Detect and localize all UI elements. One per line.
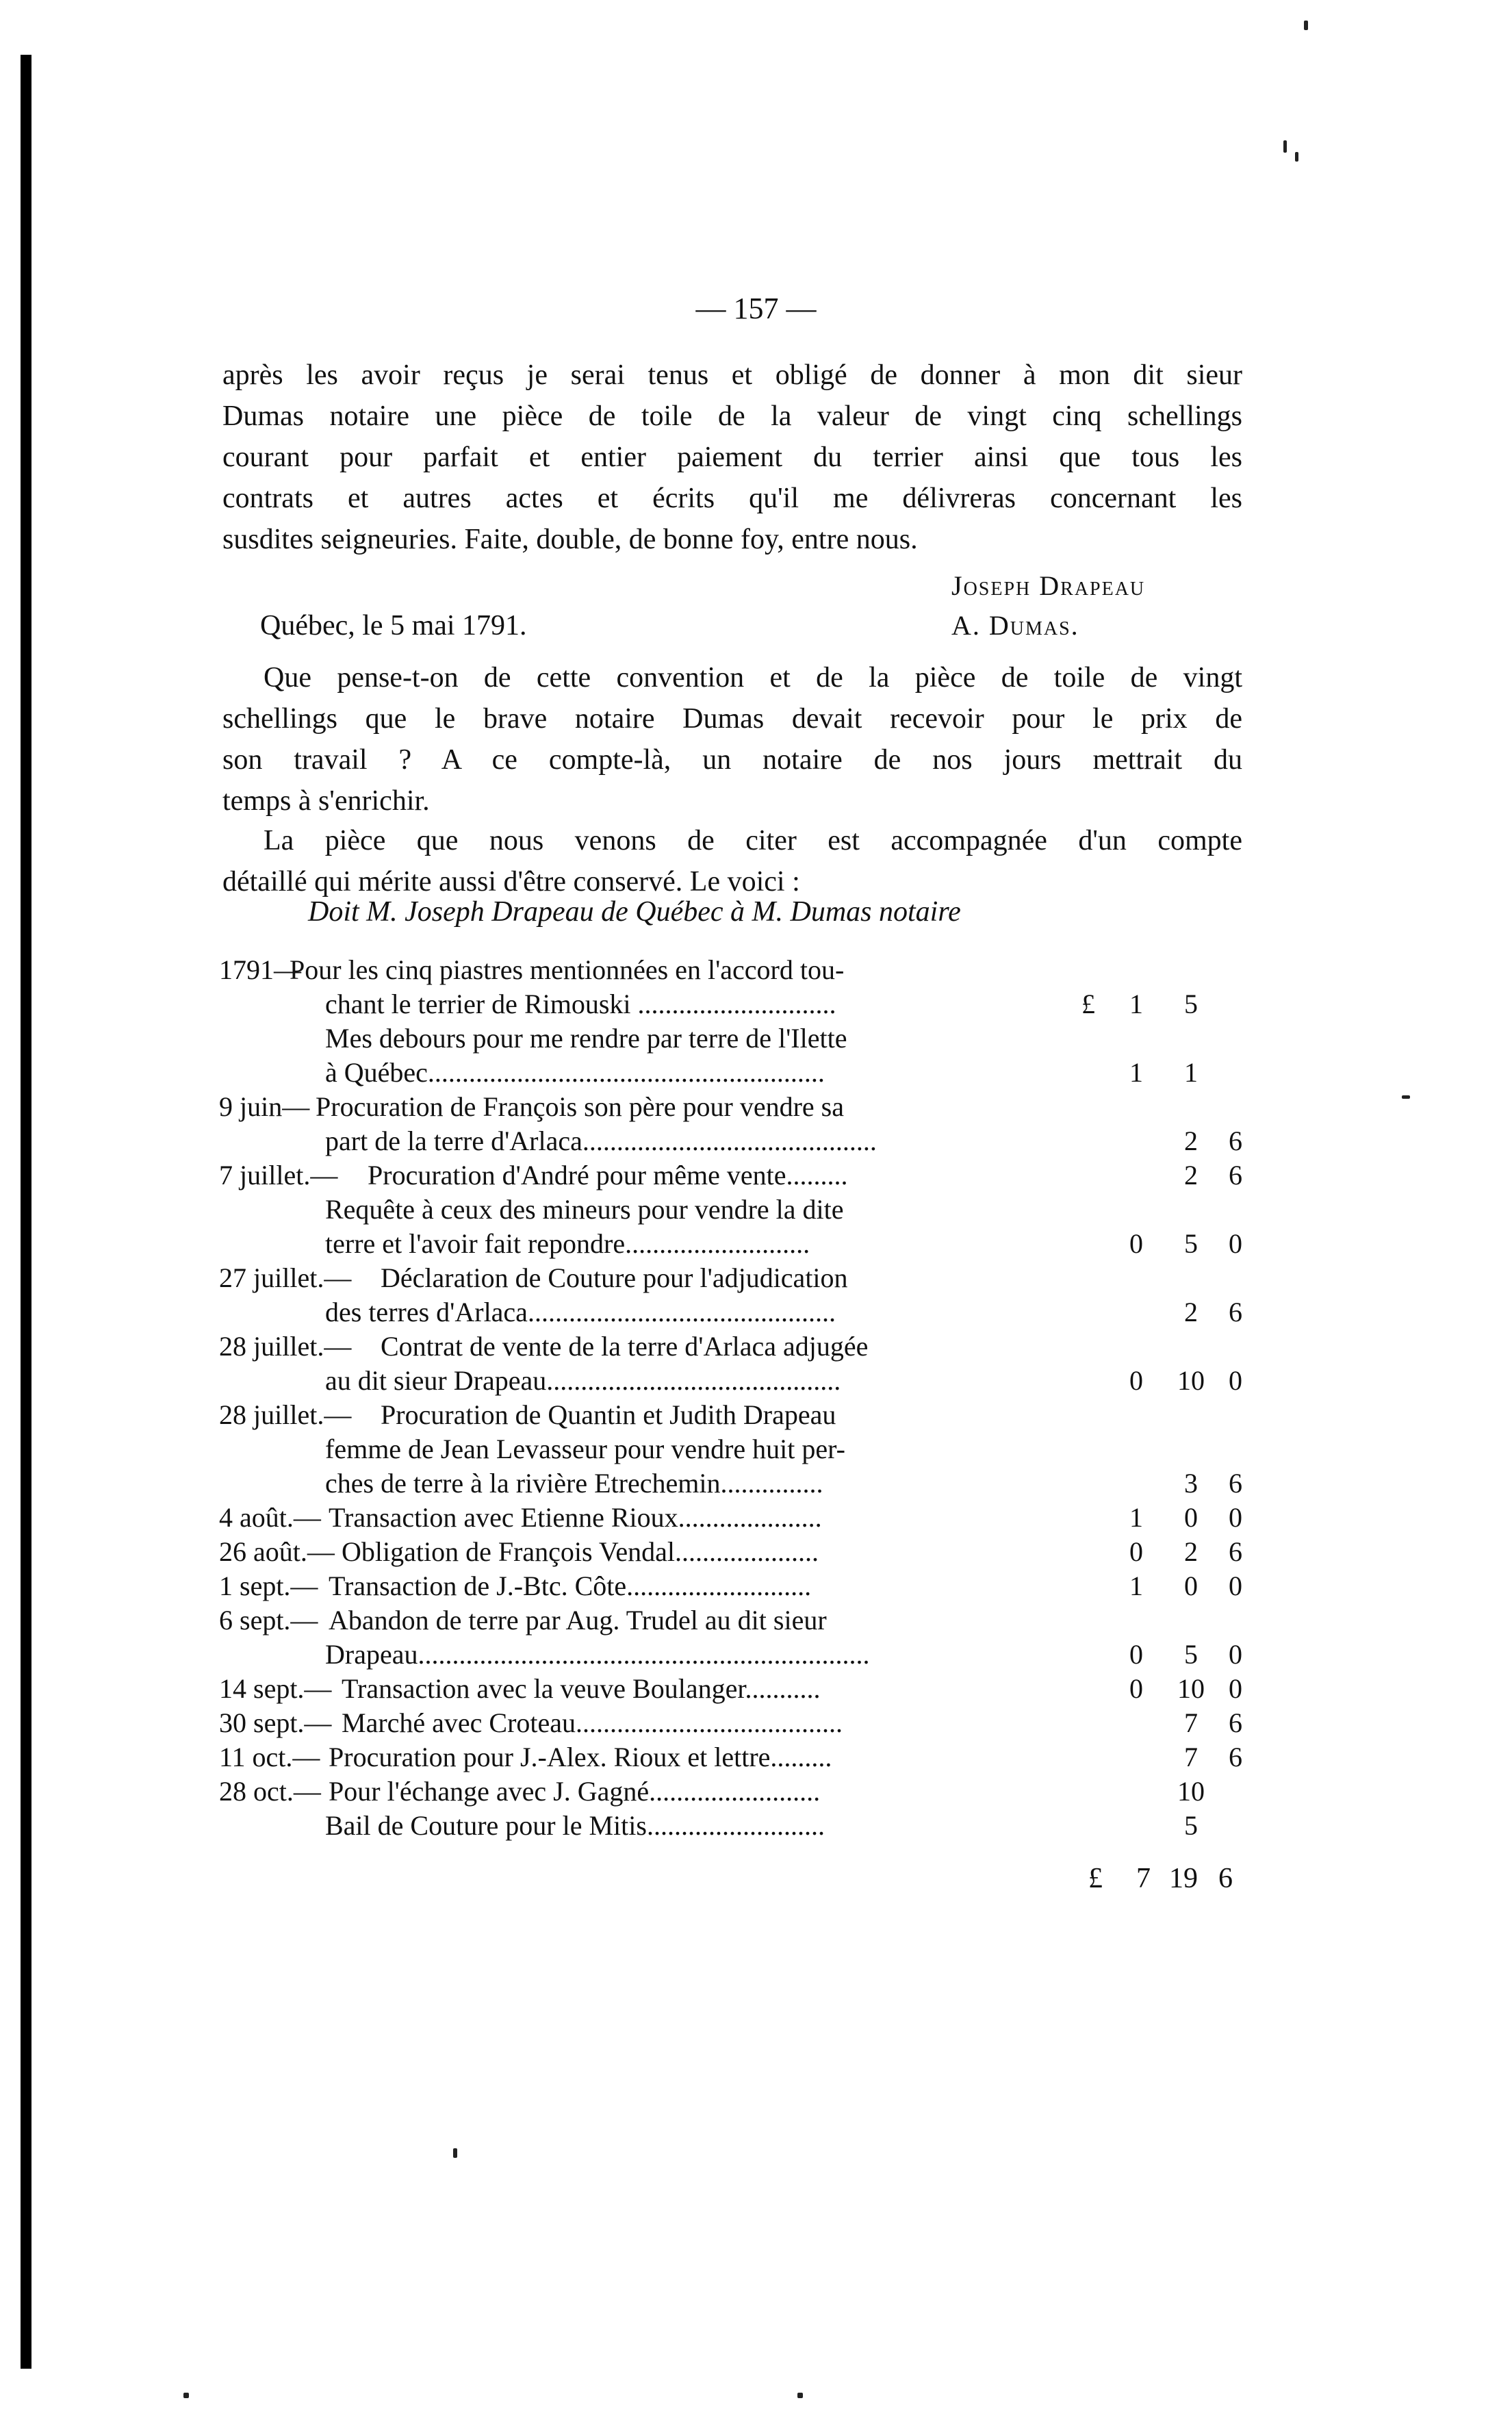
account-row: [219, 1124, 1246, 1158]
total-sols: 19: [1169, 1863, 1198, 1894]
entry-description: au dit sieur Drapeau...........................................: [325, 1365, 841, 1396]
amount-sols: 10: [1177, 1776, 1205, 1807]
amount-livres: 1: [1129, 1570, 1143, 1601]
entry-description: Transaction avec Etienne Rioux.....................: [329, 1502, 822, 1533]
entry-date: 28 juillet.—: [219, 1399, 352, 1430]
entry-description: Bail de Couture pour le Mitis..........................: [325, 1810, 825, 1841]
account-row: [219, 1021, 1246, 1056]
entry-description: Transaction avec la veuve Boulanger...........: [342, 1673, 821, 1704]
amount-sols: 5: [1184, 989, 1198, 1019]
account-title: Doit M. Joseph Drapeau de Québec à M. Dumas notaire: [308, 896, 961, 928]
account-row: [219, 1774, 1246, 1809]
amount-deniers: 0: [1229, 1228, 1242, 1259]
account-row: [219, 1569, 1246, 1603]
amount-livres: 0: [1129, 1365, 1143, 1396]
account-row: [219, 1364, 1246, 1398]
amount-deniers: 0: [1229, 1639, 1242, 1670]
account-total: [1088, 1862, 1239, 1896]
binding-edge: [21, 55, 31, 2369]
entry-description: Requête à ceux des mineurs pour vendre la dite: [325, 1194, 844, 1225]
account-row: [219, 1740, 1246, 1774]
amount-livres: 0: [1129, 1639, 1143, 1670]
entry-description: Pour l'échange avec J. Gagné.........................: [329, 1776, 821, 1807]
account-row: [219, 1706, 1246, 1740]
entry-date: 7 juillet.—: [219, 1160, 338, 1191]
amount-sols: 2: [1184, 1297, 1198, 1327]
entry-date: 26 août.—: [219, 1536, 335, 1567]
paragraph-intro: [222, 820, 1242, 902]
amount-deniers: 6: [1229, 1125, 1242, 1156]
amount-deniers: 0: [1229, 1365, 1242, 1396]
total-livres: 7: [1136, 1863, 1151, 1894]
entry-description: Pour les cinq piastres mentionnées en l'accord tou-: [290, 954, 845, 985]
entry-description: femme de Jean Levasseur pour vendre huit per-: [325, 1434, 845, 1464]
account-row: [219, 1603, 1246, 1638]
entry-date: 1 sept.—: [219, 1570, 318, 1601]
amount-sols: 2: [1184, 1160, 1198, 1191]
scan-speck: [1283, 140, 1287, 153]
amount-livres: 1: [1129, 1502, 1143, 1533]
account-row: [219, 1158, 1246, 1193]
entry-description: chant le terrier de Rimouski .............................: [325, 989, 836, 1019]
amount-deniers: 6: [1229, 1536, 1242, 1567]
account-row: [219, 1090, 1246, 1124]
paragraph-contract: [222, 355, 1242, 560]
amount-sols: 0: [1184, 1570, 1198, 1601]
page-number: — 157 —: [695, 292, 817, 325]
entry-description: à Québec..........................................................: [325, 1057, 825, 1088]
account-row: [219, 1329, 1246, 1364]
amount-sols: 5: [1184, 1639, 1198, 1670]
account-row: [219, 1638, 1246, 1672]
text-line: son travail ? A ce compte-là, un notaire de nos jours mettrait du: [222, 744, 1242, 776]
entry-date: 28 oct.—: [219, 1776, 321, 1807]
account-row: [219, 1535, 1246, 1569]
amount-sols: 7: [1184, 1707, 1198, 1738]
entry-description: Marché avec Croteau.......................................: [342, 1707, 843, 1738]
entry-date: 4 août.—: [219, 1502, 321, 1533]
account-row: [219, 1056, 1246, 1090]
scan-speck: [1304, 21, 1308, 30]
account-row: [219, 1227, 1246, 1261]
account-row: [219, 1295, 1246, 1329]
text-line: temps à s'enrichir.: [222, 785, 430, 817]
amount-sols: 0: [1184, 1502, 1198, 1533]
amount-sols: 5: [1184, 1228, 1198, 1259]
amount-deniers: 0: [1229, 1673, 1242, 1704]
entry-description: Contrat de vente de la terre d'Arlaca adjugée: [381, 1331, 869, 1362]
entry-description: terre et l'avoir fait repondre...........................: [325, 1228, 810, 1259]
amount-deniers: 6: [1229, 1742, 1242, 1772]
amount-livres: 0: [1129, 1228, 1143, 1259]
text-line: La pièce que nous venons de citer est accompagnée d'un compte: [264, 825, 1242, 856]
text-line: Que pense-t-on de cette convention et de la pièce de toile de vingt: [264, 662, 1242, 693]
paragraph-commentary: [222, 657, 1242, 822]
signature-joseph-drapeau: Joseph Drapeau: [951, 570, 1146, 601]
entry-description: Procuration de Quantin et Judith Drapeau: [381, 1399, 836, 1430]
amount-livres: 1: [1129, 1057, 1143, 1088]
place-date: Québec, le 5 mai 1791.: [260, 610, 527, 641]
account-table: [219, 953, 1246, 1843]
entry-date: 6 sept.—: [219, 1605, 318, 1636]
amount-sols: 5: [1184, 1810, 1198, 1841]
account-row: [219, 1432, 1246, 1466]
signature-a-dumas: A. Dumas.: [951, 610, 1079, 641]
account-row: [219, 953, 1246, 987]
entry-date: 28 juillet.—: [219, 1331, 352, 1362]
entry-description: Procuration pour J.-Alex. Rioux et lettre.........: [329, 1742, 832, 1772]
amount-deniers: 6: [1229, 1297, 1242, 1327]
amount-sols: 10: [1177, 1673, 1205, 1704]
entry-date: 27 juillet.—: [219, 1262, 352, 1293]
text-line: courant pour parfait et entier paiement du terrier ainsi que tous les: [222, 442, 1242, 473]
scan-speck: [453, 2148, 457, 2158]
entry-description: Procuration d'André pour même vente.........: [368, 1160, 848, 1191]
text-line: détaillé qui mérite aussi d'être conservé. Le voici :: [222, 866, 800, 898]
amount-deniers: 6: [1229, 1468, 1242, 1499]
account-row: [219, 1672, 1246, 1706]
amount-pound-sign: £: [1081, 989, 1095, 1019]
account-row: [219, 1501, 1246, 1535]
entry-date: 9 juin—: [219, 1091, 310, 1122]
entry-date: 11 oct.—: [219, 1742, 320, 1772]
account-row: [219, 1809, 1246, 1843]
amount-livres: 0: [1129, 1536, 1143, 1567]
account-row: [219, 1193, 1246, 1227]
entry-description: ches de terre à la rivière Etrechemin...............: [325, 1468, 823, 1499]
text-line: Dumas notaire une pièce de toile de la valeur de vingt cinq schellings: [222, 400, 1242, 432]
entry-description: part de la terre d'Arlaca...........................................: [325, 1125, 877, 1156]
amount-deniers: 0: [1229, 1502, 1242, 1533]
amount-deniers: 6: [1229, 1160, 1242, 1191]
entry-description: Procuration de François son père pour vendre sa: [316, 1091, 844, 1122]
entry-description: Drapeau..................................................................: [325, 1639, 870, 1670]
entry-description: des terres d'Arlaca.............................................: [325, 1297, 836, 1327]
account-row: [219, 1398, 1246, 1432]
entry-description: Abandon de terre par Aug. Trudel au dit sieur: [329, 1605, 827, 1636]
amount-sols: 3: [1184, 1468, 1198, 1499]
amount-livres: 0: [1129, 1673, 1143, 1704]
entry-description: Déclaration de Couture pour l'adjudication: [381, 1262, 848, 1293]
entry-description: Mes debours pour me rendre par terre de l'Ilette: [325, 1023, 847, 1054]
total-pound-sign: £: [1088, 1863, 1103, 1894]
total-deniers: 6: [1218, 1863, 1233, 1894]
entry-date: 14 sept.—: [219, 1673, 332, 1704]
text-line: après les avoir reçus je serai tenus et obligé de donner à mon dit sieur: [222, 359, 1242, 391]
amount-sols: 7: [1184, 1742, 1198, 1772]
text-line: schellings que le brave notaire Dumas devait recevoir pour le prix de: [222, 703, 1242, 735]
entry-description: Transaction de J.-Btc. Côte...........................: [329, 1570, 812, 1601]
scan-speck: [183, 2393, 189, 2398]
amount-livres: 1: [1129, 989, 1143, 1019]
scan-speck: [1295, 152, 1298, 162]
amount-sols: 2: [1184, 1536, 1198, 1567]
entry-description: Obligation de François Vendal.....................: [342, 1536, 819, 1567]
scan-speck: [797, 2393, 803, 2398]
text-line: susdites seigneuries. Faite, double, de bonne foy, entre nous.: [222, 524, 918, 555]
amount-sols: 1: [1184, 1057, 1198, 1088]
scan-speck: [1402, 1095, 1410, 1099]
text-line: contrats et autres actes et écrits qu'il me délivreras concernant les: [222, 483, 1242, 514]
amount-deniers: 0: [1229, 1570, 1242, 1601]
amount-sols: 10: [1177, 1365, 1205, 1396]
account-row: [219, 1261, 1246, 1295]
account-row: [219, 987, 1246, 1021]
entry-date: 30 sept.—: [219, 1707, 332, 1738]
entry-date: 1791—: [219, 954, 301, 985]
account-row: [219, 1466, 1246, 1501]
amount-deniers: 6: [1229, 1707, 1242, 1738]
amount-sols: 2: [1184, 1125, 1198, 1156]
